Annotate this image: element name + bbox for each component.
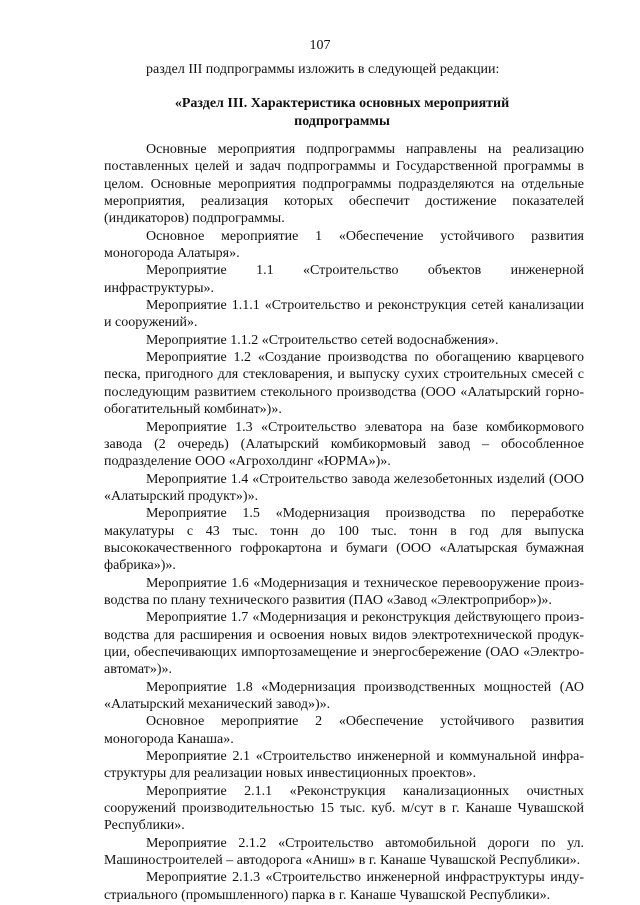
section-heading-line2: подпрограммы [294,114,390,129]
paragraph: Основное мероприятие 2 «Обеспечение устойчивого развития моногорода Канаша». [104,714,584,747]
paragraph: Основное мероприятие 1 «Обеспечение устойчивого развития моногорода Алатыря». [104,228,584,262]
intro-line: раздел III подпрограммы изложить в следующей редакции: [146,62,500,77]
paragraph: Мероприятие 1.4 «Строительство завода железобетонных изделий (ООО «Алатырский продукт»)». [104,471,584,504]
section-heading [100,95,584,131]
section-heading-line1: «Раздел III. Характеристика основных мероприятий [174,96,510,111]
paragraph: Мероприятие 1.1.2 «Строительство сетей водоснабжения». [146,332,499,348]
paragraph: Мероприятие 1.8 «Модернизация производственных мощностей (АО «Алатырский механический завод»)». [104,679,584,712]
paragraph: Мероприятие 2.1.3 «Строительство инженерной инфраструктуры индустриального (промышленного) парка в г. Канаше Чувашской Республики». [104,870,584,903]
document-body [104,141,584,904]
paragraph: Мероприятие 1.2 «Создание производства по обогащению кварцевого песка, пригодного для стекловарения, и выпуску сухих строительных смесей с последующим развитием стекольного производства (ООО «Алатырский горно-обогатительный комбинат»)». [104,350,584,418]
paragraph: Мероприятие 2.1 «Строительство инженерной и коммунальной инфраструктуры для реализации новых инвестиционных проектов». [104,749,584,782]
paragraph: Мероприятие 2.1.2 «Строительство автомобильной дороги по ул. Машиностроителей – автодорога «Аниш» в г. Канаше Чувашской Республики». [104,835,584,869]
paragraph: Мероприятие 1.1.1 «Строительство и реконструкция сетей канализации и сооружений». [104,298,584,331]
paragraph: Мероприятие 1.1 «Строительство объектов инженерной инфраструктуры». [104,263,584,296]
page-number: 107 [309,38,331,53]
paragraph: Мероприятие 1.3 «Строительство элеватора на базе комбикормового завода (2 очередь) (Алатырский комбикормовый завод – обособленное подразделение ООО «Агрохолдинг «ЮРМА»)». [104,419,584,470]
paragraph: Мероприятие 1.7 «Модернизация и реконструкция действующего производства для расширения и освоения новых видов электротехнической продукции, обеспечивающих импортозамещение и энергосбережение (ОАО «Электроавтомат»)». [104,610,584,678]
paragraph: Мероприятие 1.6 «Модернизация и техническое перевооружение производства по плану технического развития (ПАО «Завод «Электроприбор»)». [104,575,584,608]
paragraph: Мероприятие 1.5 «Модернизация производства по переработке макулатуры с 43 тыс. тонн до 100 тыс. тонн в год для выпуска высококачественного гофрокартона и бумаги (ООО «Алатырская бумажная фабрика»)». [104,506,584,574]
paragraph: Мероприятие 2.1.1 «Реконструкция канализационных очистных сооружений производительностью 15 тыс. куб. м/сут в г. Канаше Чувашской Республики». [104,783,584,834]
paragraph: Основные мероприятия подпрограммы направлены на реализацию поставленных целей и задач подпрограммы и Государственной программы в целом. Основные мероприятия подпрограммы подразделяются на отдельные мероприятия, реализация которых обеспечит достижение показателей (индикаторов) подпрограммы. [104,142,584,227]
